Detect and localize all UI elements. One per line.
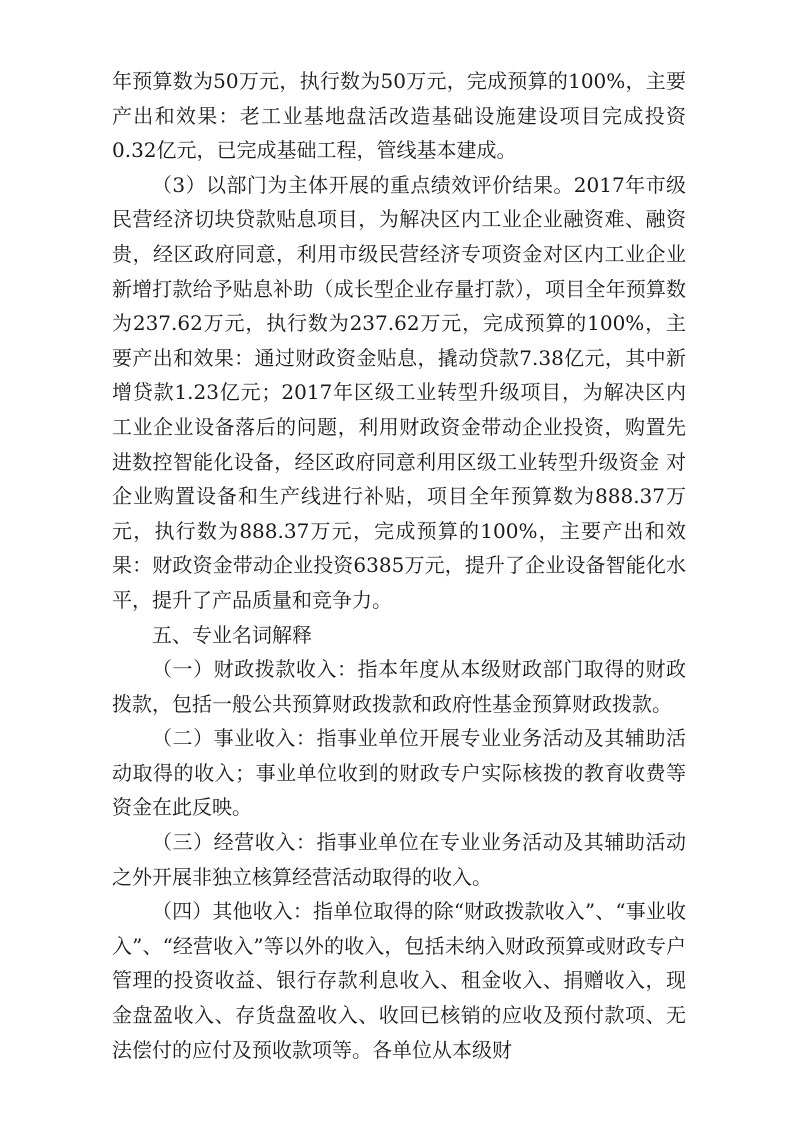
paragraph-term-other-income: （四）其他收入：指单位取得的除“财政拨款收入”、“事业收入”、“经营收入”等以外的收入，包括未纳入财政预算或财政专户管理的投资收益、银行存款利息收入、租金收入、捐赠收入，现金盘盈收入、存货盘盈收入、收回已核销的应收及预付款项、无法偿付的应付及预收款项等。各单位从本级财 (112, 899, 686, 1062)
paragraph-continuation: 年预算数为50万元，执行数为50万元，完成预算的100%，主要产出和效果：老工业基地盘活改造基础设施建设项目完成投资0.32亿元，已完成基础工程，管线基本建成。 (112, 69, 686, 163)
paragraph-term-business-income: （二）事业收入：指事业单位开展专业业务活动及其辅助活动取得的收入；事业单位收到的财政专户实际核拨的教育收费等资金在此反映。 (112, 726, 686, 820)
document-body (112, 64, 686, 1067)
section-heading-terms: 五、专业名词解释 (152, 622, 312, 647)
paragraph-term-fiscal-appropriation: （一）财政拨款收入：指本年度从本级财政部门取得的财政拨款，包括一般公共预算财政拨款和政府性基金预算财政拨款。 (112, 657, 686, 716)
paragraph-performance-results: （3）以部门为主体开展的重点绩效评价结果。2017年市级民营经济切块贷款贴息项目，为解决区内工业企业融资难、融资贵，经区政府同意，利用市级民营经济专项资金对区内工业企业新增打款给予贴息补助（成长型企业存量打款），项目全年预算数为237.62万元，执行数为237.62万元，完成预算的100%，主要产出和效果：通过财政资金贴息，撬动贷款7.38亿元，其中新增贷款1.23亿元；2017年区级工业转型升级项目，为解决区内工业企业设备落后的问题，利用财政资金带动企业投资，购置先进数控智能化设备，经区政府同意利用区级工业转型升级资金 对企业购置设备和生产线进行补贴，项目全年预算数为888.37万元，执行数为888.37万元，完成预算的100%，主要产出和效果：财政资金带动企业投资6385万元，提升了企业设备智能化水平，提升了产品质量和竞争力。 (112, 172, 686, 612)
paragraph-term-operating-income: （三）经营收入：指事业单位在专业业务活动及其辅助活动之外开展非独立核算经营活动取得的收入。 (112, 830, 686, 889)
